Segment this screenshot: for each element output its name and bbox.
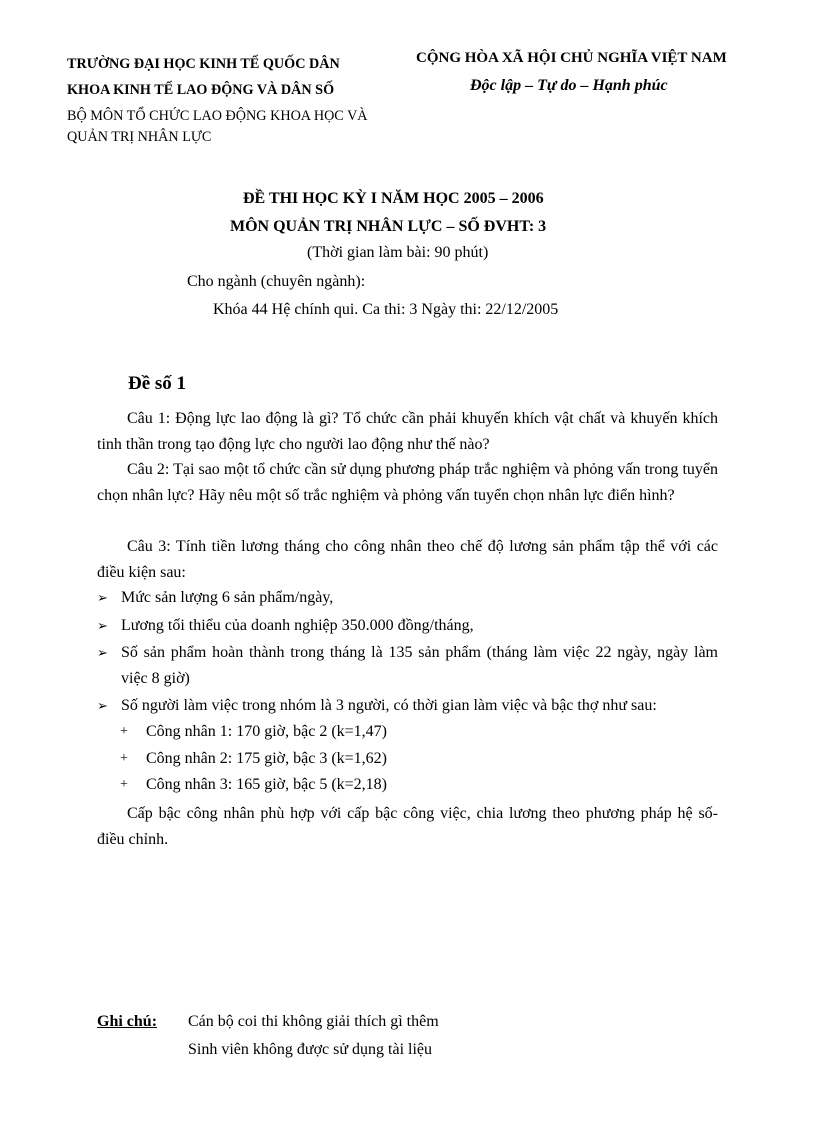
condition-text: Số sản phẩm hoàn thành trong tháng là 135 sản phẩm (tháng làm việc 22 ngày, ngày làm việc 8 giờ) <box>121 644 718 687</box>
school-name: TRƯỜNG ĐẠI HỌC KINH TẾ QUỐC DÂN <box>67 56 340 72</box>
note-line-2: Sinh viên không được sử dụng tài liệu <box>188 1041 433 1058</box>
arrow-bullet-icon: ➢ <box>97 645 108 660</box>
list-item <box>97 585 718 611</box>
exam-session: Khóa 44 Hệ chính qui. Ca thi: 3 Ngày thi: 22/12/2005 <box>213 301 559 318</box>
note-label: Ghi chú: <box>97 1013 158 1030</box>
list-item <box>120 772 387 798</box>
national-motto: Độc lập – Tự do – Hạnh phúc <box>470 77 668 94</box>
list-item <box>120 746 387 772</box>
question-3: Câu 3: Tính tiền lương tháng cho công nhân theo chế độ lương sản phẩm tập thể với các điều kiện sau: <box>97 538 718 581</box>
exam-variant-heading: Đề số 1 <box>128 373 187 394</box>
question-1: Câu 1: Động lực lao động là gì? Tổ chức cần phải khuyến khích vật chất và khuyến khích tinh thần trong tạo động lực cho người lao động như thế nào? <box>97 410 718 453</box>
note-line-1: Cán bộ coi thi không giải thích gì thêm <box>188 1013 439 1030</box>
exam-title: ĐỀ THI HỌC KỲ I NĂM HỌC 2005 – 2006 <box>243 190 544 207</box>
arrow-bullet-icon: ➢ <box>97 617 108 633</box>
department-line-1: BỘ MÔN TỔ CHỨC LAO ĐỘNG KHOA HỌC VÀ <box>67 108 368 124</box>
plus-bullet-icon: + <box>120 777 128 792</box>
list-item <box>97 613 718 639</box>
list-item <box>97 693 718 719</box>
faculty-name: KHOA KINH TẾ LAO ĐỘNG VÀ DÂN SỐ <box>67 82 335 98</box>
exam-subject: MÔN QUẢN TRỊ NHÂN LỰC – SỐ ĐVHT: 3 <box>230 218 547 235</box>
plus-bullet-icon: + <box>120 750 128 766</box>
arrow-bullet-icon: ➢ <box>97 590 108 605</box>
question-2: Câu 2: Tại sao một tổ chức cần sử dụng phương pháp trắc nghiệm và phỏng vấn trong tuyển chọn nhân lực? Hãy nêu một số trắc nghiệm và phỏng vấn tuyển chọn nhân lực điển hình? <box>97 461 718 504</box>
worker-text: Công nhân 2: 175 giờ, bậc 3 (k=1,62) <box>146 749 388 767</box>
question-3-closing: Cấp bậc công nhân phù hợp với cấp bậc công việc, chia lương theo phương pháp hệ số- điều chỉnh. <box>97 805 718 848</box>
exam-major: Cho ngành (chuyên ngành): <box>187 273 366 290</box>
exam-duration: (Thời gian làm bài: 90 phút) <box>307 244 489 261</box>
worker-text: Công nhân 3: 165 giờ, bậc 5 (k=2,18) <box>146 776 388 793</box>
country-name: CỘNG HÒA XÃ HỘI CHỦ NGHĨA VIỆT NAM <box>416 50 727 66</box>
condition-text: Lương tối thiểu của doanh nghiệp 350.000 đồng/tháng, <box>121 616 474 634</box>
plus-bullet-icon: + <box>120 724 128 739</box>
arrow-bullet-icon: ➢ <box>97 698 108 713</box>
question-3-conditions <box>97 585 718 719</box>
condition-text: Số người làm việc trong nhóm là 3 người, có thời gian làm việc và bậc thợ như sau: <box>121 697 657 714</box>
list-item <box>120 719 387 745</box>
condition-text: Mức sản lượng 6 sản phẩm/ngày, <box>121 589 334 606</box>
department-line-2: QUẢN TRỊ NHÂN LỰC <box>67 129 212 145</box>
worker-text: Công nhân 1: 170 giờ, bậc 2 (k=1,47) <box>146 723 388 740</box>
worker-list <box>120 719 387 798</box>
list-item <box>97 640 718 691</box>
